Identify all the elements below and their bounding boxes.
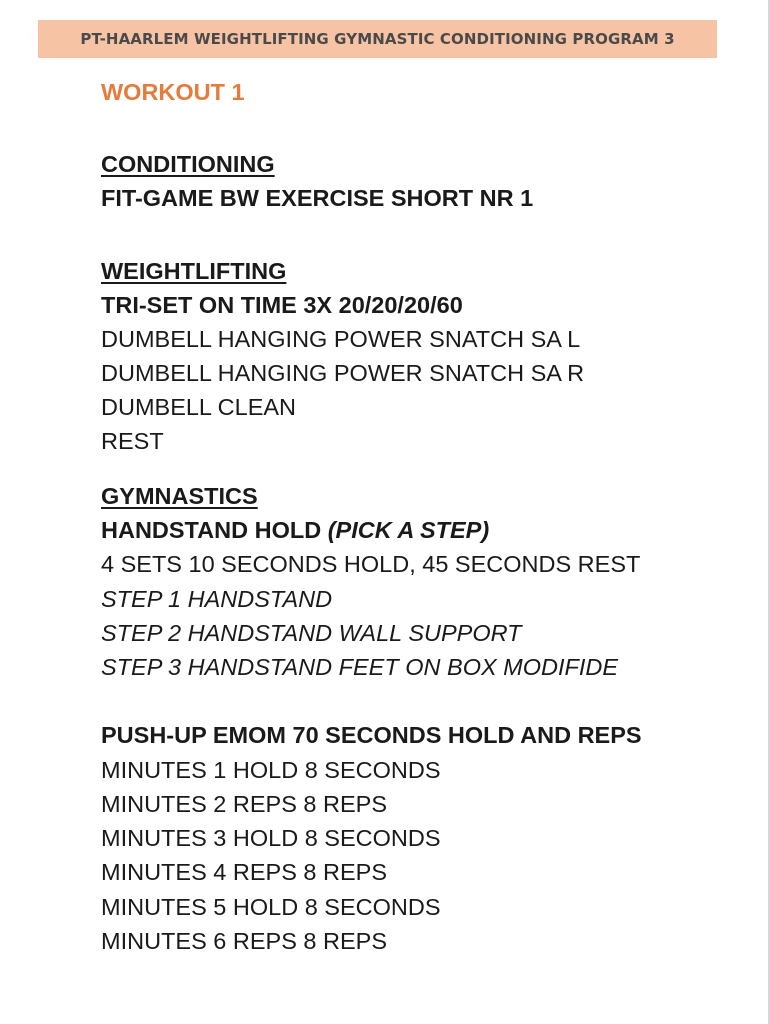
- pushup-minute: MINUTES 4 REPS 8 REPS: [101, 859, 387, 885]
- gymnastics-heading: GYMNASTICS: [101, 483, 258, 509]
- pushup-heading: PUSH-UP EMOM 70 SECONDS HOLD AND REPS: [101, 722, 642, 748]
- weightlifting-item: DUMBELL CLEAN: [101, 394, 297, 420]
- gymnastics-step: STEP 3 HANDSTAND FEET ON BOX MODIFIDE: [101, 654, 619, 680]
- header-title: PT-HAARLEM WEIGHTLIFTING GYMNASTIC CONDITIONING PROGRAM 3: [80, 30, 675, 48]
- gymnastics-step: STEP 2 HANDSTAND WALL SUPPORT: [101, 620, 522, 646]
- workout-title: WORKOUT 1: [101, 79, 245, 105]
- pushup-minute: MINUTES 3 HOLD 8 SECONDS: [101, 825, 441, 851]
- gymnastics-subtitle: [101, 516, 489, 544]
- pushup-minute: MINUTES 2 REPS 8 REPS: [101, 791, 387, 817]
- conditioning-subtitle: FIT-GAME BW EXERCISE SHORT NR 1: [101, 185, 534, 211]
- gymnastics-step: STEP 1 HANDSTAND: [101, 586, 333, 612]
- weightlifting-item: DUMBELL HANGING POWER SNATCH SA R: [101, 360, 585, 386]
- weightlifting-subtitle: TRI-SET ON TIME 3X 20/20/20/60: [101, 292, 463, 318]
- pushup-minute: MINUTES 1 HOLD 8 SECONDS: [101, 757, 441, 783]
- header-banner: [38, 20, 717, 58]
- pushup-minute: MINUTES 5 HOLD 8 SECONDS: [101, 894, 441, 920]
- pushup-minute: MINUTES 6 REPS 8 REPS: [101, 928, 387, 954]
- weightlifting-item: REST: [101, 428, 164, 454]
- gymnastics-protocol: 4 SETS 10 SECONDS HOLD, 45 SECONDS REST: [101, 551, 641, 577]
- gymnastics-subtitle-note: (PICK A STEP): [327, 517, 490, 543]
- weightlifting-item: DUMBELL HANGING POWER SNATCH SA L: [101, 326, 581, 352]
- conditioning-heading: CONDITIONING: [101, 151, 275, 177]
- gymnastics-subtitle-main: HANDSTAND HOLD: [101, 517, 322, 543]
- weightlifting-heading: WEIGHTLIFTING: [101, 258, 287, 284]
